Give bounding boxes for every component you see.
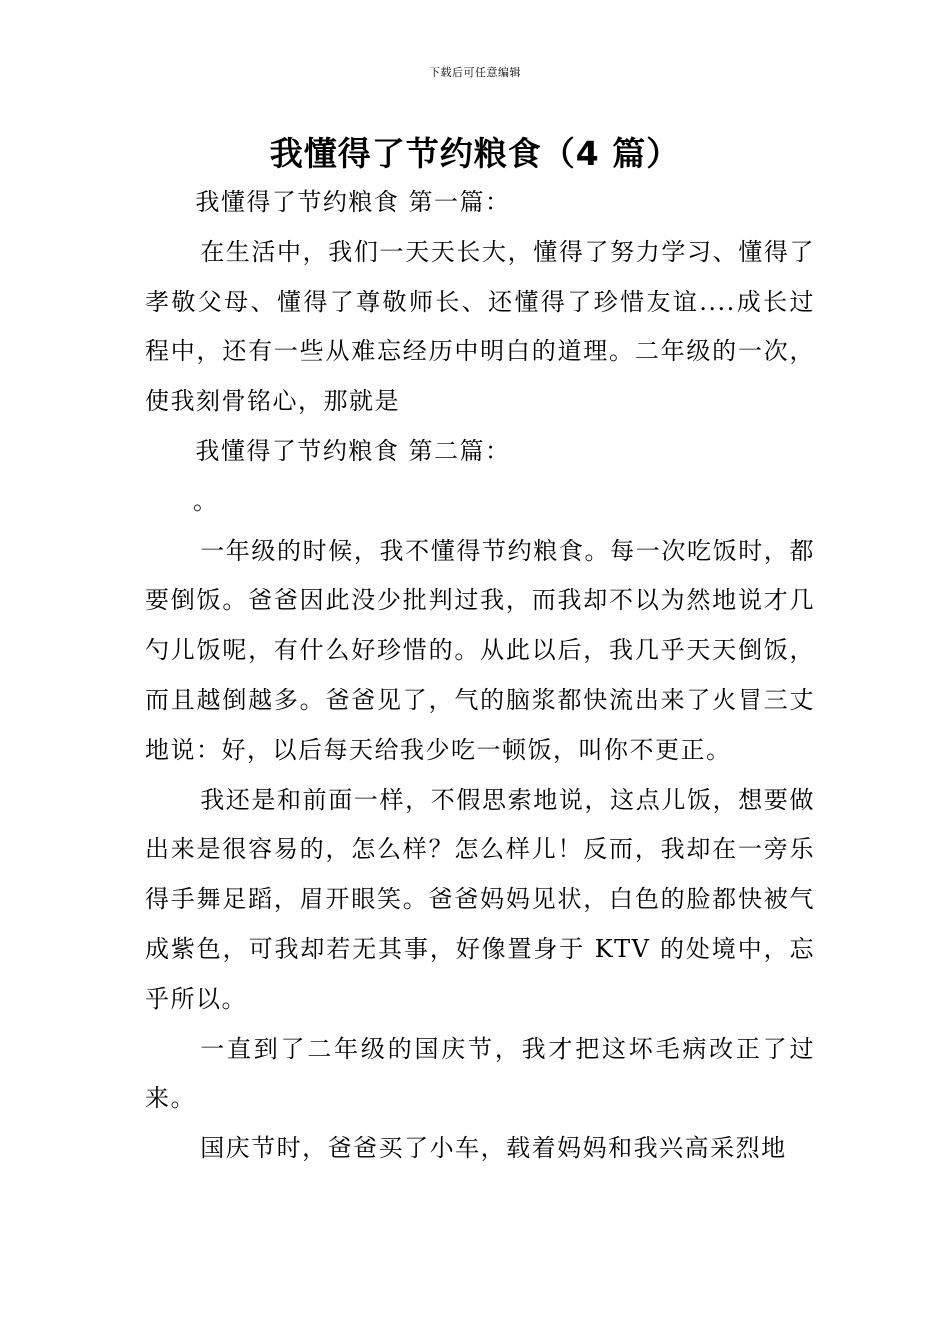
paragraph: 一年级的时候，我不懂得节约粮食。每一次吃饭时，都要倒饭。爸爸因此没少批判过我，而我却不以为然地说才几勺儿饭呢，有什么好珍惜的。从此以后，我几乎天天倒饭，而且越倒越多。爸爸见了，气的脑浆都快流出来了火冒三丈地说：好，以后每天给我少吃一顿饭，叫你不更正。 xyxy=(145,536,815,764)
section-heading-1: 我懂得了节约粮食 第一篇： xyxy=(195,188,511,216)
paragraph: 一直到了二年级的国庆节，我才把这坏毛病改正了过来。 xyxy=(145,1034,815,1113)
paragraph: 国庆节时，爸爸买了小车，载着妈妈和我兴高采烈地 xyxy=(200,1134,787,1163)
document-body xyxy=(145,178,815,1174)
paragraph: 。 xyxy=(193,486,219,515)
header-note: 下载后可任意编辑 xyxy=(429,66,521,79)
document-title: 我懂得了节约粮食（4 篇） xyxy=(269,134,681,173)
paragraph: 在生活中，我们一天天长大，懂得了努力学习、懂得了孝敬父母、懂得了尊敬师长、还懂得了珍惜友谊....成长过程中，还有一些从难忘经历中明白的道理。二年级的一次，使我刻骨铭心，那就是 xyxy=(145,237,815,416)
section-heading-2: 我懂得了节约粮食 第二篇： xyxy=(195,436,511,465)
paragraph: 我还是和前面一样，不假思索地说，这点儿饭，想要做出来是很容易的，怎么样？怎么样儿！反而，我却在一旁乐得手舞足蹈，眉开眼笑。爸爸妈妈见状，白色的脸都快被气成紫色，可我却若无其事，好像置身于 KTV 的处境中，忘乎所以。 xyxy=(145,785,815,1013)
